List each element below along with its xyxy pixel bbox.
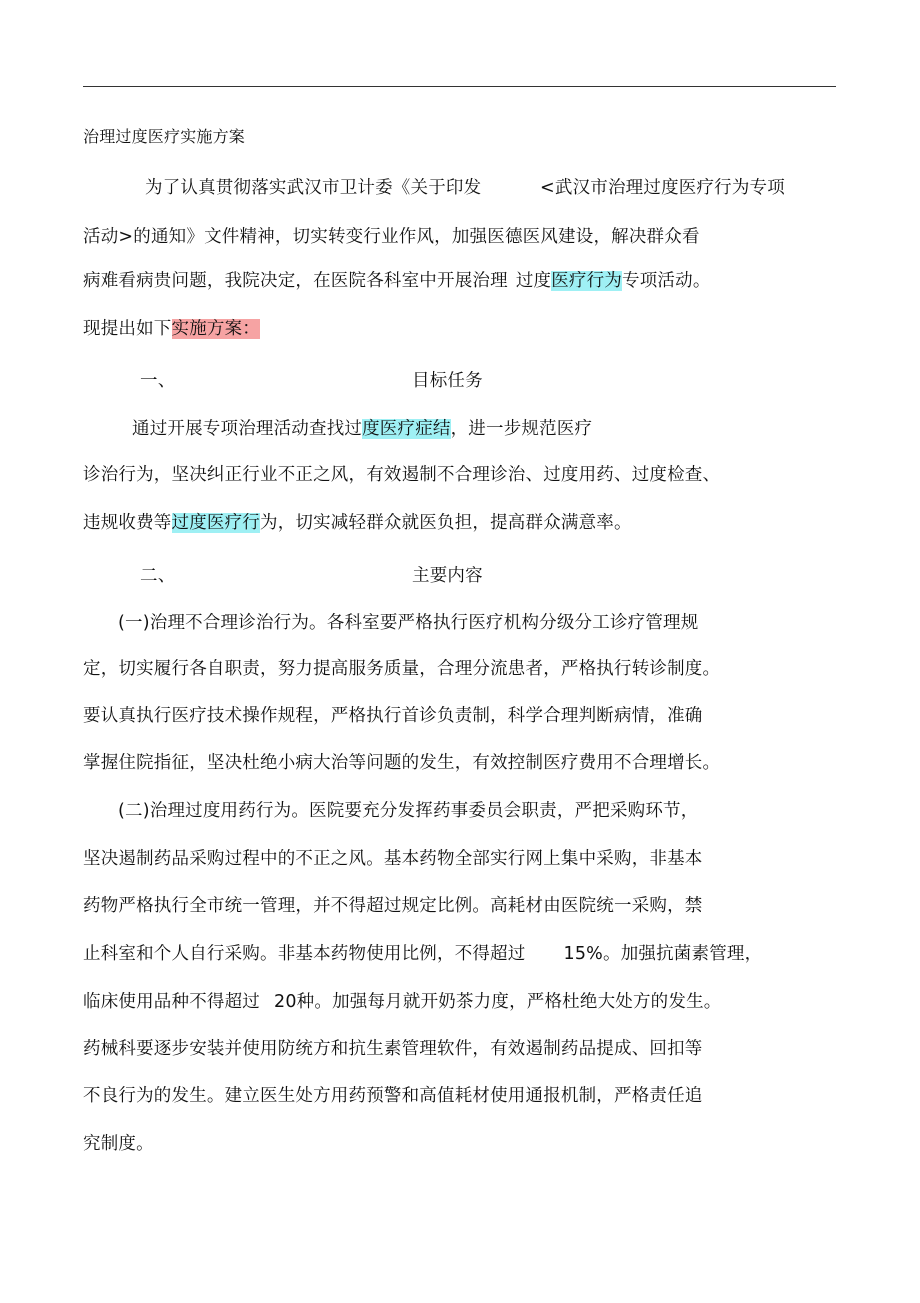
- percent-value: 15%: [563, 944, 603, 964]
- paragraph-1-line: 要认真执行医疗技术操作规程，严格执行首诊负责制，科学合理判断病情，准确: [83, 706, 703, 726]
- intro-line-3d: 专项活动。: [622, 271, 711, 291]
- section-2-number: 二、: [140, 566, 176, 586]
- section-1-line-1c: ，进一步规范医疗: [450, 419, 593, 439]
- paragraph-2-line: [83, 941, 762, 967]
- paragraph-2-line: (二)治理过度用药行为。医院要充分发挥药事委员会职责，严把采购环节，: [118, 801, 699, 821]
- intro-line-4a: 现提出如下: [83, 319, 172, 339]
- paragraph-2-line: [83, 989, 721, 1015]
- highlight-cyan: 过度医疗行: [171, 513, 260, 533]
- section-1-line-2: 诊治行为，坚决纠正行业不正之风，有效遏制不合理诊治、过度用药、过度检查、: [83, 465, 721, 485]
- highlight-red: 实施方案：: [171, 319, 260, 339]
- paragraph-1-line: (一)治理不合理诊治行为。各科室要严格执行医疗机构分级分工诊疗管理规: [118, 613, 699, 633]
- highlight-cyan: 度医疗症结: [362, 419, 451, 439]
- paragraph-2-line-4c: 。加强抗菌素管理，: [603, 944, 763, 964]
- header-rule: [83, 86, 836, 87]
- intro-line-2: 活动>的通知》文件精神，切实转变行业作风，加强医德医风建设，解决群众看: [83, 227, 700, 247]
- intro-line-4: [83, 316, 260, 342]
- highlight-cyan: 医疗行为: [551, 271, 623, 291]
- intro-line-3b: 过度: [515, 271, 552, 291]
- section-1-line-3a: 违规收费等: [83, 513, 172, 533]
- section-1-line-1: [132, 416, 592, 442]
- paragraph-2-line-5c: 种。加强每月就开奶茶力度，严格杜绝大处方的发生。: [296, 992, 722, 1012]
- paragraph-2-line-5a: 临床使用品种不得超过: [83, 992, 260, 1012]
- paragraph-2-line: 不良行为的发生。建立医生处方用药预警和高值耗材使用通报机制，严格责任追: [83, 1086, 703, 1106]
- section-1-line-3c: 为，切实减轻群众就医负担，提高群众满意率。: [260, 513, 632, 533]
- section-2-heading: 主要内容: [412, 566, 483, 586]
- intro-line-3: [83, 268, 711, 294]
- section-1-number: 一、: [140, 371, 176, 391]
- section-1-line-3: [83, 510, 632, 536]
- paragraph-2-line: 药械科要逐步安装并使用防统方和抗生素管理软件，有效遏制药品提成、回扣等: [83, 1039, 703, 1059]
- paragraph-1-line: 掌握住院指征，坚决杜绝小病大治等问题的发生，有效控制医疗费用不合理增长。: [83, 753, 721, 773]
- paragraph-2-line: 究制度。: [83, 1134, 154, 1154]
- paragraph-1-line: 定，切实履行各自职责，努力提高服务质量，合理分流患者，严格执行转诊制度。: [83, 659, 721, 679]
- intro-line-3a: 病难看病贵问题，我院决定，在医院各科室中开展治理: [83, 271, 508, 291]
- intro-line-1a: 为了认真贯彻落实武汉市卫计委《关于印发: [145, 178, 482, 198]
- paragraph-2-line: 坚决遏制药品采购过程中的不正之风。基本药物全部实行网上集中采购，非基本: [83, 849, 703, 869]
- paragraph-2-line: 药物严格执行全市统一管理，并不得超过规定比例。高耗材由医院统一采购，禁: [83, 896, 703, 916]
- count-value: 20: [274, 992, 297, 1012]
- paragraph-2-line-4a: 止科室和个人自行采购。非基本药物使用比例，不得超过: [83, 944, 526, 964]
- document-title: 治理过度医疗实施方案: [83, 127, 246, 146]
- section-1-line-1a: 通过开展专项治理活动查找过: [132, 419, 363, 439]
- intro-line-1b: <武汉市治理过度医疗行为专项: [540, 178, 785, 198]
- section-1-heading: 目标任务: [412, 371, 483, 391]
